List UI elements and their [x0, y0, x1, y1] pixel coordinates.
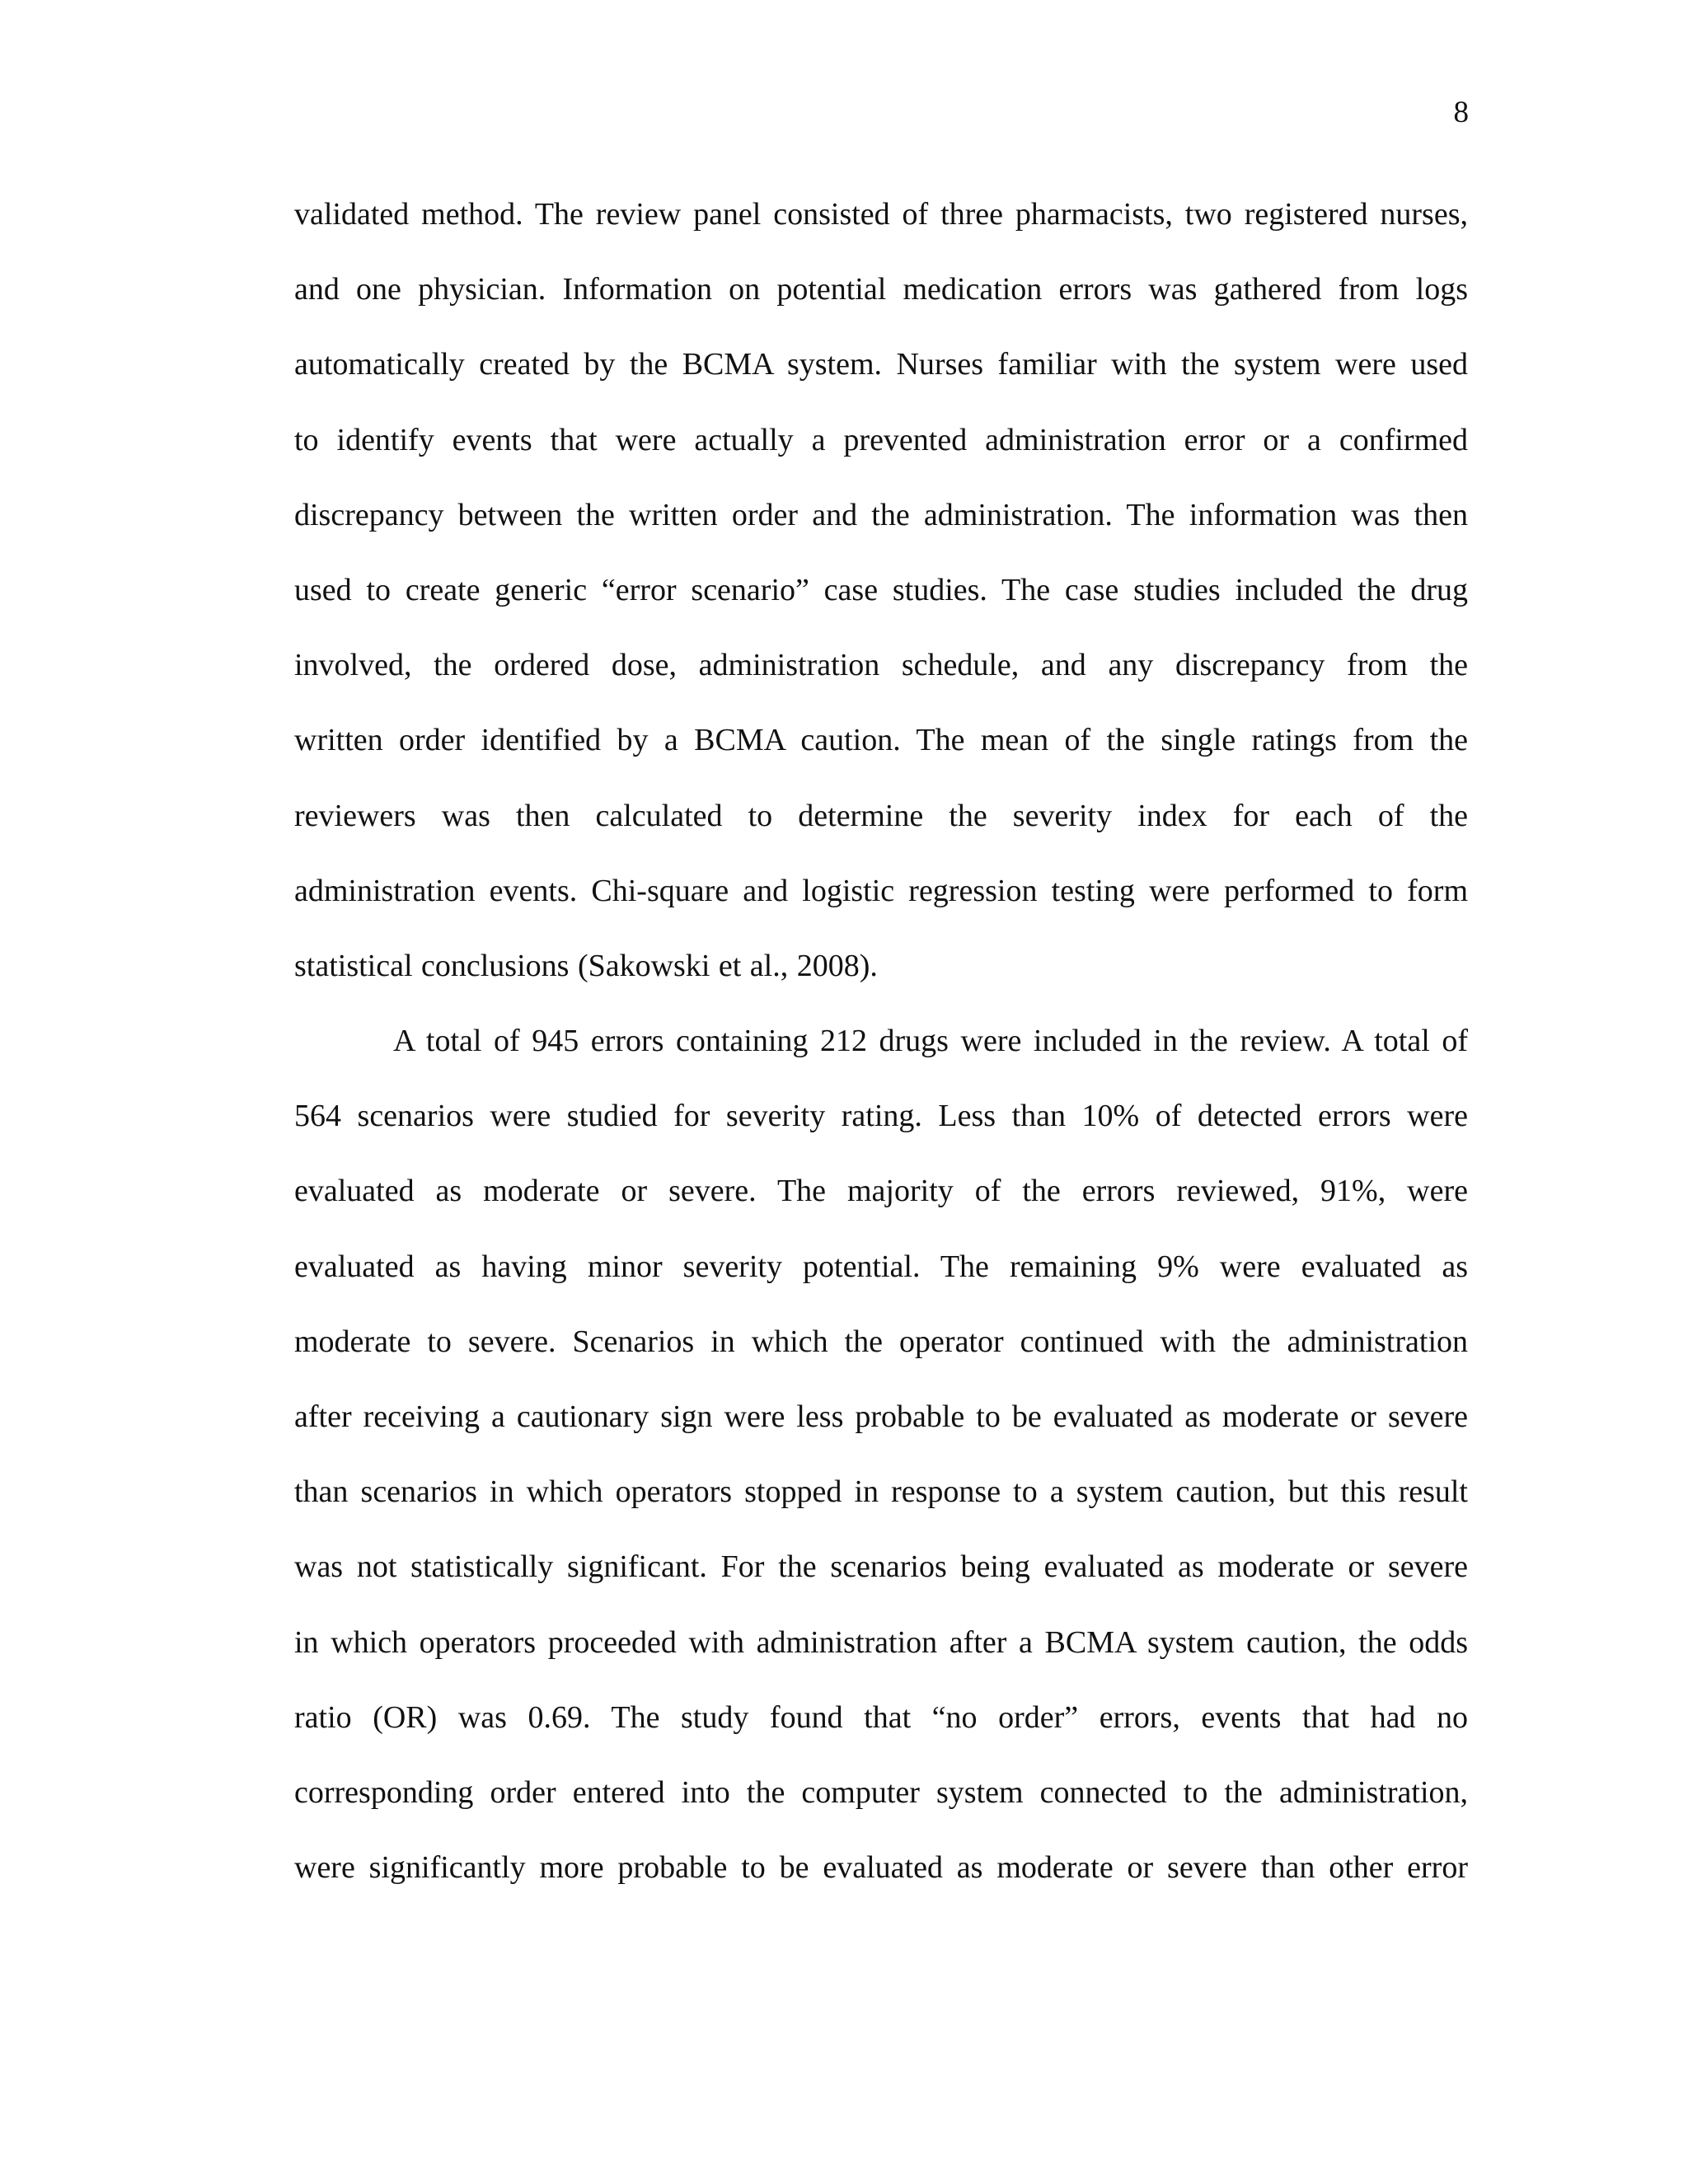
text-line: discrepancy between the written order and the administration. The information was then: [294, 497, 1468, 532]
text-line: ratio (OR) was 0.69. The study found that “no order” errors, events that had no: [294, 1699, 1468, 1735]
body-text: [294, 189, 1468, 1917]
text-line: written order identified by a BCMA caution. The mean of the single ratings from the: [294, 723, 1468, 758]
text-line: to identify events that were actually a prevented administration error or a confirmed: [294, 422, 1468, 457]
text-line: administration events. Chi-square and logistic regression testing were performed to form: [294, 873, 1468, 908]
text-line: and one physician. Information on potential medication errors was gathered from logs: [294, 272, 1468, 307]
text-line: A total of 945 errors containing 212 drugs were included in the review. A total of: [393, 1024, 1468, 1059]
text-line: than scenarios in which operators stopped in response to a system caution, but this result: [294, 1474, 1468, 1510]
text-line: used to create generic “error scenario” case studies. The case studies included the drug: [294, 572, 1468, 607]
text-line: reviewers was then calculated to determine the severity index for each of the: [294, 798, 1468, 833]
text-line: involved, the ordered dose, administration schedule, and any discrepancy from the: [294, 648, 1468, 683]
text-line: were significantly more probable to be evaluated as moderate or severe than other error: [294, 1850, 1468, 1886]
text-line: evaluated as having minor severity potential. The remaining 9% were evaluated as: [294, 1249, 1468, 1284]
text-line: statistical conclusions (Sakowski et al., 2008).: [294, 948, 878, 983]
text-line: evaluated as moderate or severe. The majority of the errors reviewed, 91%, were: [294, 1174, 1468, 1209]
text-line: automatically created by the BCMA system. Nurses familiar with the system were used: [294, 347, 1468, 382]
text-line: in which operators proceeded with administration after a BCMA system caution, the odds: [294, 1624, 1468, 1660]
text-line: was not statistically significant. For the scenarios being evaluated as moderate or severe: [294, 1549, 1468, 1585]
paragraph-results: [294, 1015, 1468, 1917]
text-line: corresponding order entered into the computer system connected to the administration,: [294, 1774, 1468, 1810]
text-line: validated method. The review panel consisted of three pharmacists, two registered nurses,: [294, 197, 1468, 232]
text-line: 564 scenarios were studied for severity rating. Less than 10% of detected errors were: [294, 1099, 1468, 1134]
text-line: moderate to severe. Scenarios in which the operator continued with the administration: [294, 1324, 1468, 1359]
page-number: 8: [1453, 96, 1469, 129]
paragraph-methods: [294, 189, 1468, 1015]
text-line: after receiving a cautionary sign were less probable to be evaluated as moderate or severe: [294, 1399, 1468, 1434]
